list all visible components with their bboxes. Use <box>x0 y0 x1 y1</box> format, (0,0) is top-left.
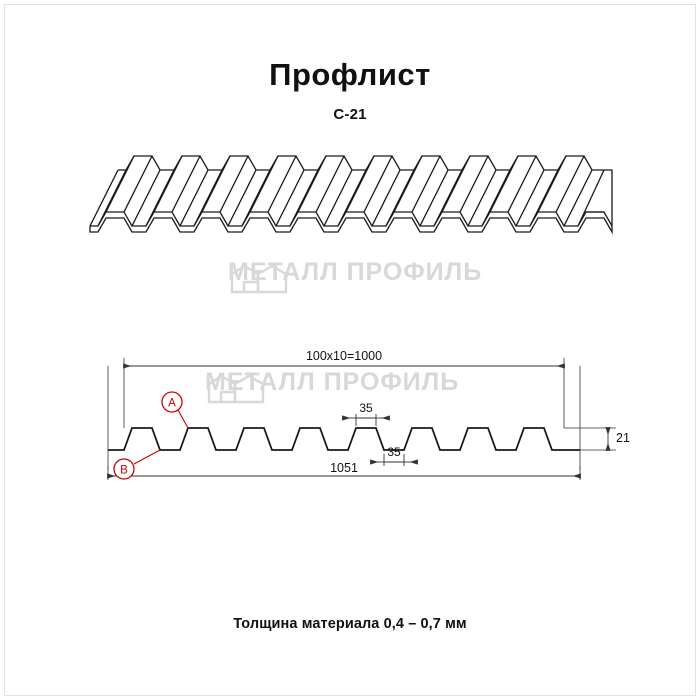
callout-a-label: A <box>168 397 176 410</box>
dim-height-label: 21 <box>616 431 630 445</box>
callout-b <box>114 450 160 479</box>
callout-a <box>162 392 188 428</box>
dim-total-width-label: 1051 <box>330 461 358 475</box>
product-code: С-21 <box>333 106 367 123</box>
callout-b-label: B <box>120 464 128 477</box>
isometric-illustration <box>70 148 630 278</box>
dim-top-span-label: 100x10=1000 <box>305 349 383 363</box>
dim-rib-bottom-label: 35 <box>387 445 401 459</box>
title-block <box>0 56 700 123</box>
watermark-text-top: МЕТАЛЛ ПРОФИЛЬ <box>228 258 483 286</box>
material-thickness-note: Толщина материала 0,4 – 0,7 мм <box>233 616 467 632</box>
technical-drawing <box>60 340 650 500</box>
watermark-text-bottom: МЕТАЛЛ ПРОФИЛЬ <box>205 368 460 396</box>
dim-rib-top-label: 35 <box>359 401 373 415</box>
page-title: Профлист <box>269 57 431 92</box>
